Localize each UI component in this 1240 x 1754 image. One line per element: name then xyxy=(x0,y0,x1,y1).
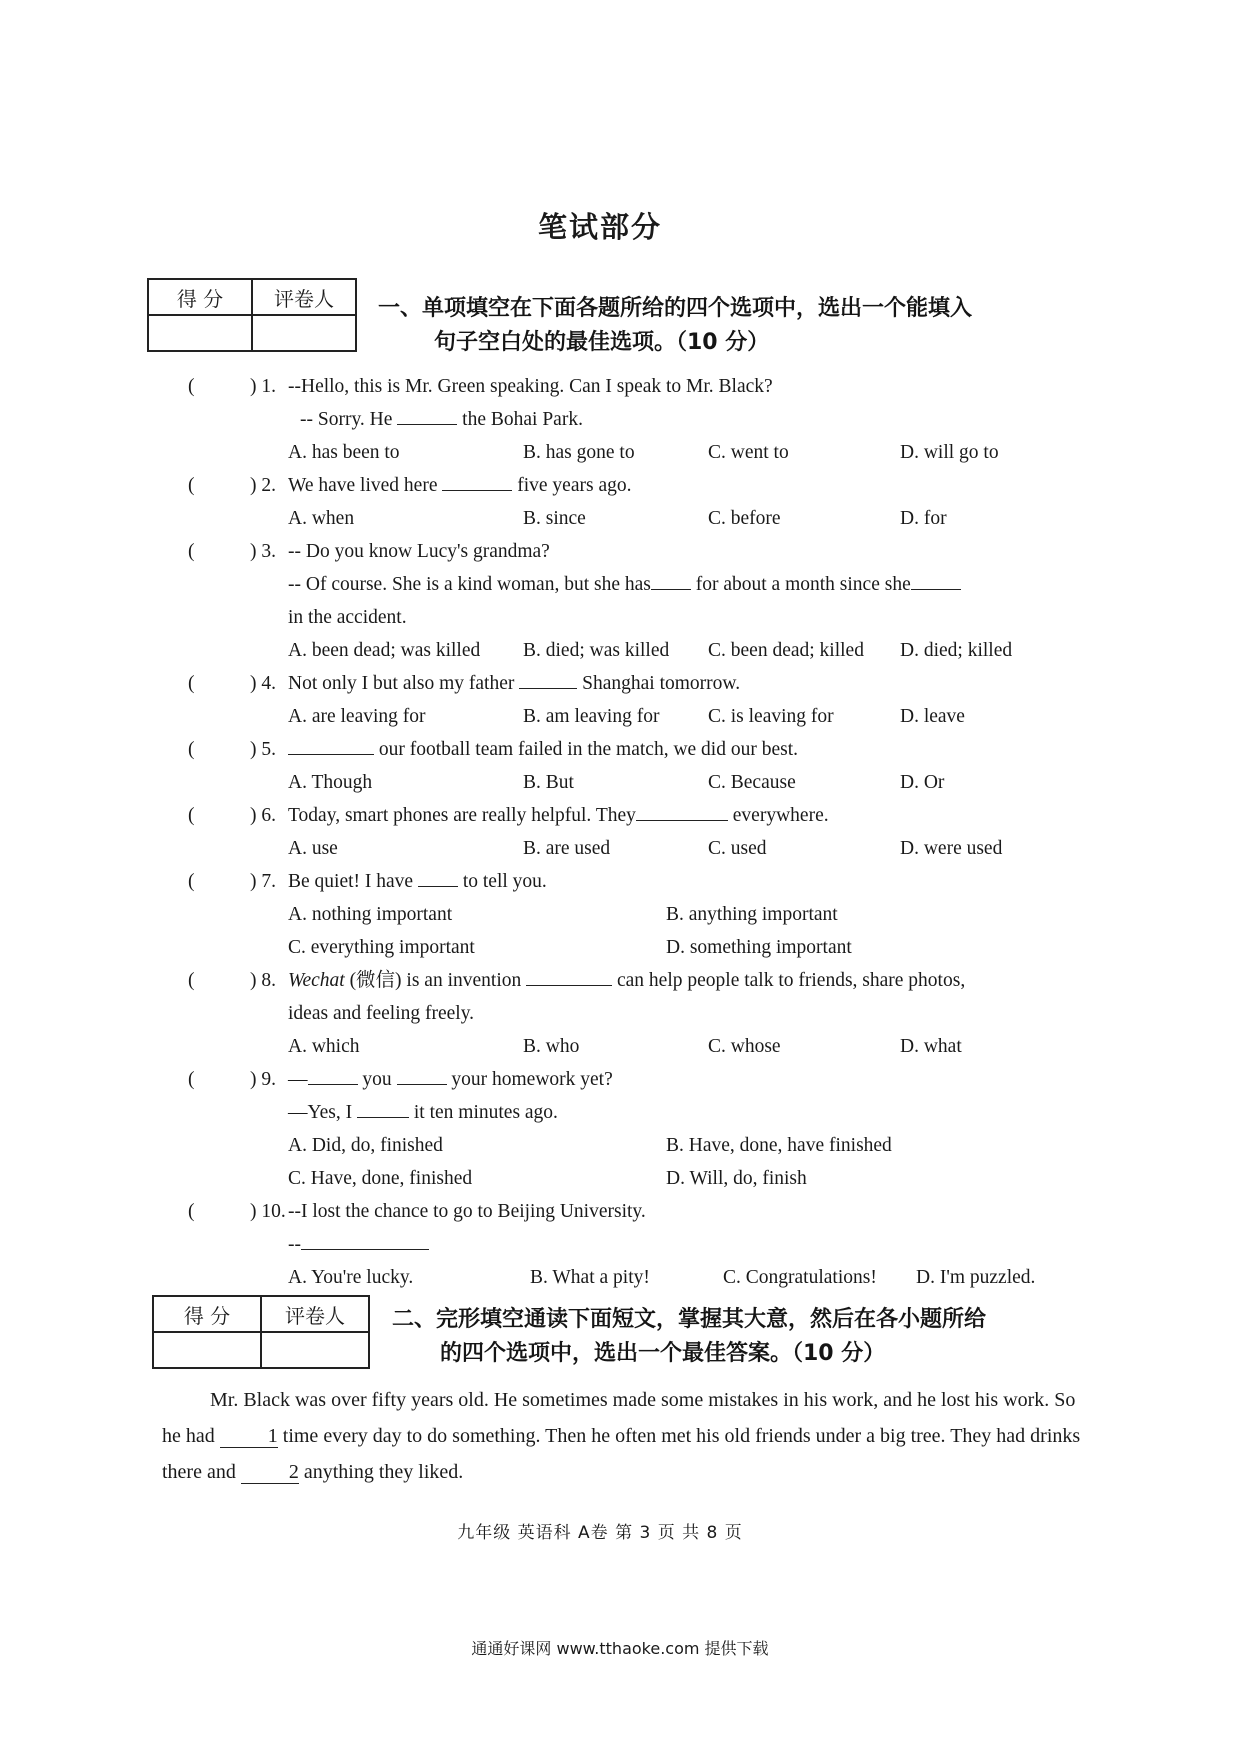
option-d: D. what xyxy=(900,1036,962,1057)
answer-blank xyxy=(636,800,728,821)
question-1 xyxy=(188,370,1088,469)
question-8 xyxy=(188,964,1088,1063)
option-b: B. since xyxy=(523,508,586,529)
question-stem: --Hello, this is Mr. Green speaking. Can I speak to Mr. Black? xyxy=(288,376,773,397)
question-3 xyxy=(188,535,1088,667)
option-a: A. when xyxy=(288,508,355,529)
answer-blank xyxy=(442,470,512,491)
question-stem: —Yes, I it ten minutes ago. xyxy=(288,1096,558,1129)
option-d: D. Or xyxy=(900,772,945,793)
answer-paren[interactable]: ( xyxy=(188,805,195,826)
passage-paragraph: Mr. Black was over fifty years old. He sometimes made some mistakes in his work, and he lost his work. So he had 1 time every day to do something. Then he often met his old friends under a big tree. They had drinks there and 2 anything they liked. xyxy=(162,1389,1081,1483)
option-c: C. whose xyxy=(708,1036,781,1057)
answer-paren[interactable]: ( xyxy=(188,1201,195,1222)
answer-blank xyxy=(418,866,458,887)
section1-heading xyxy=(378,292,972,360)
section1-heading-line2: 句子空白处的最佳选项。（10 分） xyxy=(434,330,770,355)
question-number: ) 6. xyxy=(250,805,276,826)
answer-paren[interactable]: ( xyxy=(188,376,195,397)
answer-blank xyxy=(397,404,457,425)
option-a: A. Though xyxy=(288,772,373,793)
score-box-1 xyxy=(147,278,357,352)
option-a: A. are leaving for xyxy=(288,706,426,727)
answer-paren[interactable]: ( xyxy=(188,475,195,496)
answer-blank xyxy=(397,1064,447,1085)
question-6 xyxy=(188,799,1088,865)
question-number: ) 8. xyxy=(250,970,276,991)
option-d: D. will go to xyxy=(900,442,999,463)
option-c: C. Have, done, finished xyxy=(288,1168,473,1189)
answer-paren[interactable]: ( xyxy=(188,541,195,562)
section2-heading xyxy=(392,1303,986,1371)
question-stem: in the accident. xyxy=(288,607,407,628)
grader-cell[interactable] xyxy=(252,315,356,351)
answer-paren[interactable]: ( xyxy=(188,970,195,991)
option-c: C. been dead; killed xyxy=(708,640,864,661)
option-c: C. used xyxy=(708,838,767,859)
question-10 xyxy=(188,1195,1088,1294)
option-a: A. Did, do, finished xyxy=(288,1135,443,1156)
answer-blank xyxy=(301,1229,429,1250)
answer-paren[interactable]: ( xyxy=(188,1069,195,1090)
page-footer: 九年级 英语科 A卷 第 3 页 共 8 页 xyxy=(457,1523,743,1543)
answer-blank xyxy=(519,668,577,689)
answer-blank xyxy=(651,569,691,590)
question-2 xyxy=(188,469,1088,535)
option-a: A. has been to xyxy=(288,442,400,463)
grader-label: 评卷人 xyxy=(252,279,356,315)
question-number: ) 2. xyxy=(250,475,276,496)
grader-cell[interactable] xyxy=(261,1332,369,1368)
option-d: D. were used xyxy=(900,838,1003,859)
question-stem: -- Sorry. He the Bohai Park. xyxy=(300,403,583,436)
question-number: ) 7. xyxy=(250,871,276,892)
cloze-blank-1: 1 xyxy=(220,1425,278,1448)
option-d: D. Will, do, finish xyxy=(666,1168,807,1189)
question-number: ) 9. xyxy=(250,1069,276,1090)
option-b: B. anything important xyxy=(666,904,838,925)
score-box-2 xyxy=(152,1295,370,1369)
option-a: A. which xyxy=(288,1036,360,1057)
question-number: ) 1. xyxy=(250,376,276,397)
question-number: ) 5. xyxy=(250,739,276,760)
question-9 xyxy=(188,1063,1088,1195)
question-stem: -- Of course. She is a kind woman, but she has for about a month since she xyxy=(288,568,961,601)
answer-blank xyxy=(357,1097,409,1118)
answer-paren[interactable]: ( xyxy=(188,739,195,760)
option-c: C. is leaving for xyxy=(708,706,834,727)
option-a: A. been dead; was killed xyxy=(288,640,481,661)
answer-blank xyxy=(526,965,612,986)
option-b: B. who xyxy=(523,1036,580,1057)
question-4 xyxy=(188,667,1088,733)
question-stem: Today, smart phones are really helpful. They everywhere. xyxy=(288,799,829,832)
option-c: C. before xyxy=(708,508,781,529)
option-d: D. something important xyxy=(666,937,852,958)
question-7 xyxy=(188,865,1088,964)
source-line: 通通好课网 www.tthaoke.com 提供下载 xyxy=(471,1639,769,1658)
option-b: B. am leaving for xyxy=(523,706,660,727)
option-b: B. died; was killed xyxy=(523,640,670,661)
question-5 xyxy=(188,733,1088,799)
cloze-passage xyxy=(162,1382,1082,1490)
option-d: D. I'm puzzled. xyxy=(916,1267,1036,1288)
question-stem: Not only I but also my father Shanghai tomorrow. xyxy=(288,667,740,700)
score-label: 得 分 xyxy=(148,279,252,315)
cloze-blank-2: 2 xyxy=(241,1461,299,1484)
answer-paren[interactable]: ( xyxy=(188,871,195,892)
score-cell[interactable] xyxy=(148,315,252,351)
option-a: A. use xyxy=(288,838,338,859)
question-number: ) 4. xyxy=(250,673,276,694)
question-stem: ideas and feeling freely. xyxy=(288,1003,475,1024)
section2-heading-line1: 二、完形填空通读下面短文，掌握其大意，然后在各小题所给 xyxy=(392,1307,987,1332)
option-a: A. nothing important xyxy=(288,904,453,925)
option-d: D. leave xyxy=(900,706,965,727)
page-title: 笔试部分 xyxy=(537,210,662,244)
question-stem: -- Do you know Lucy's grandma? xyxy=(288,541,550,562)
grader-label: 评卷人 xyxy=(261,1296,369,1332)
option-c: C. went to xyxy=(708,442,789,463)
option-d: D. died; killed xyxy=(900,640,1013,661)
option-d: D. for xyxy=(900,508,947,529)
question-stem: -- xyxy=(288,1228,429,1261)
option-b: B. has gone to xyxy=(523,442,635,463)
option-c: C. everything important xyxy=(288,937,475,958)
answer-blank xyxy=(288,734,374,755)
option-b: B. What a pity! xyxy=(530,1267,650,1288)
question-stem: --I lost the chance to go to Beijing University. xyxy=(288,1201,646,1222)
section2-heading-line2: 的四个选项中，选出一个最佳答案。（10 分） xyxy=(440,1341,886,1366)
option-c: C. Congratulations! xyxy=(723,1267,877,1288)
question-stem: We have lived here five years ago. xyxy=(288,469,631,502)
option-b: B. are used xyxy=(523,838,611,859)
score-label: 得 分 xyxy=(153,1296,261,1332)
question-stem: Wechat (微信) is an invention can help people talk to friends, share photos, xyxy=(288,964,965,997)
question-stem: Be quiet! I have to tell you. xyxy=(288,865,547,898)
answer-blank xyxy=(308,1064,358,1085)
answer-blank xyxy=(911,569,961,590)
question-number: ) 3. xyxy=(250,541,276,562)
answer-paren[interactable]: ( xyxy=(188,673,195,694)
score-cell[interactable] xyxy=(153,1332,261,1368)
option-b: B. Have, done, have finished xyxy=(666,1135,892,1156)
section1-heading-line1: 一、单项填空在下面各题所给的四个选项中，选出一个能填入 xyxy=(378,296,973,321)
option-c: C. Because xyxy=(708,772,796,793)
option-a: A. You're lucky. xyxy=(288,1267,414,1288)
question-stem: — you your homework yet? xyxy=(288,1063,613,1096)
question-number: ) 10. xyxy=(250,1201,286,1222)
option-b: B. But xyxy=(523,772,574,793)
question-stem: our football team failed in the match, we did our best. xyxy=(288,733,798,766)
